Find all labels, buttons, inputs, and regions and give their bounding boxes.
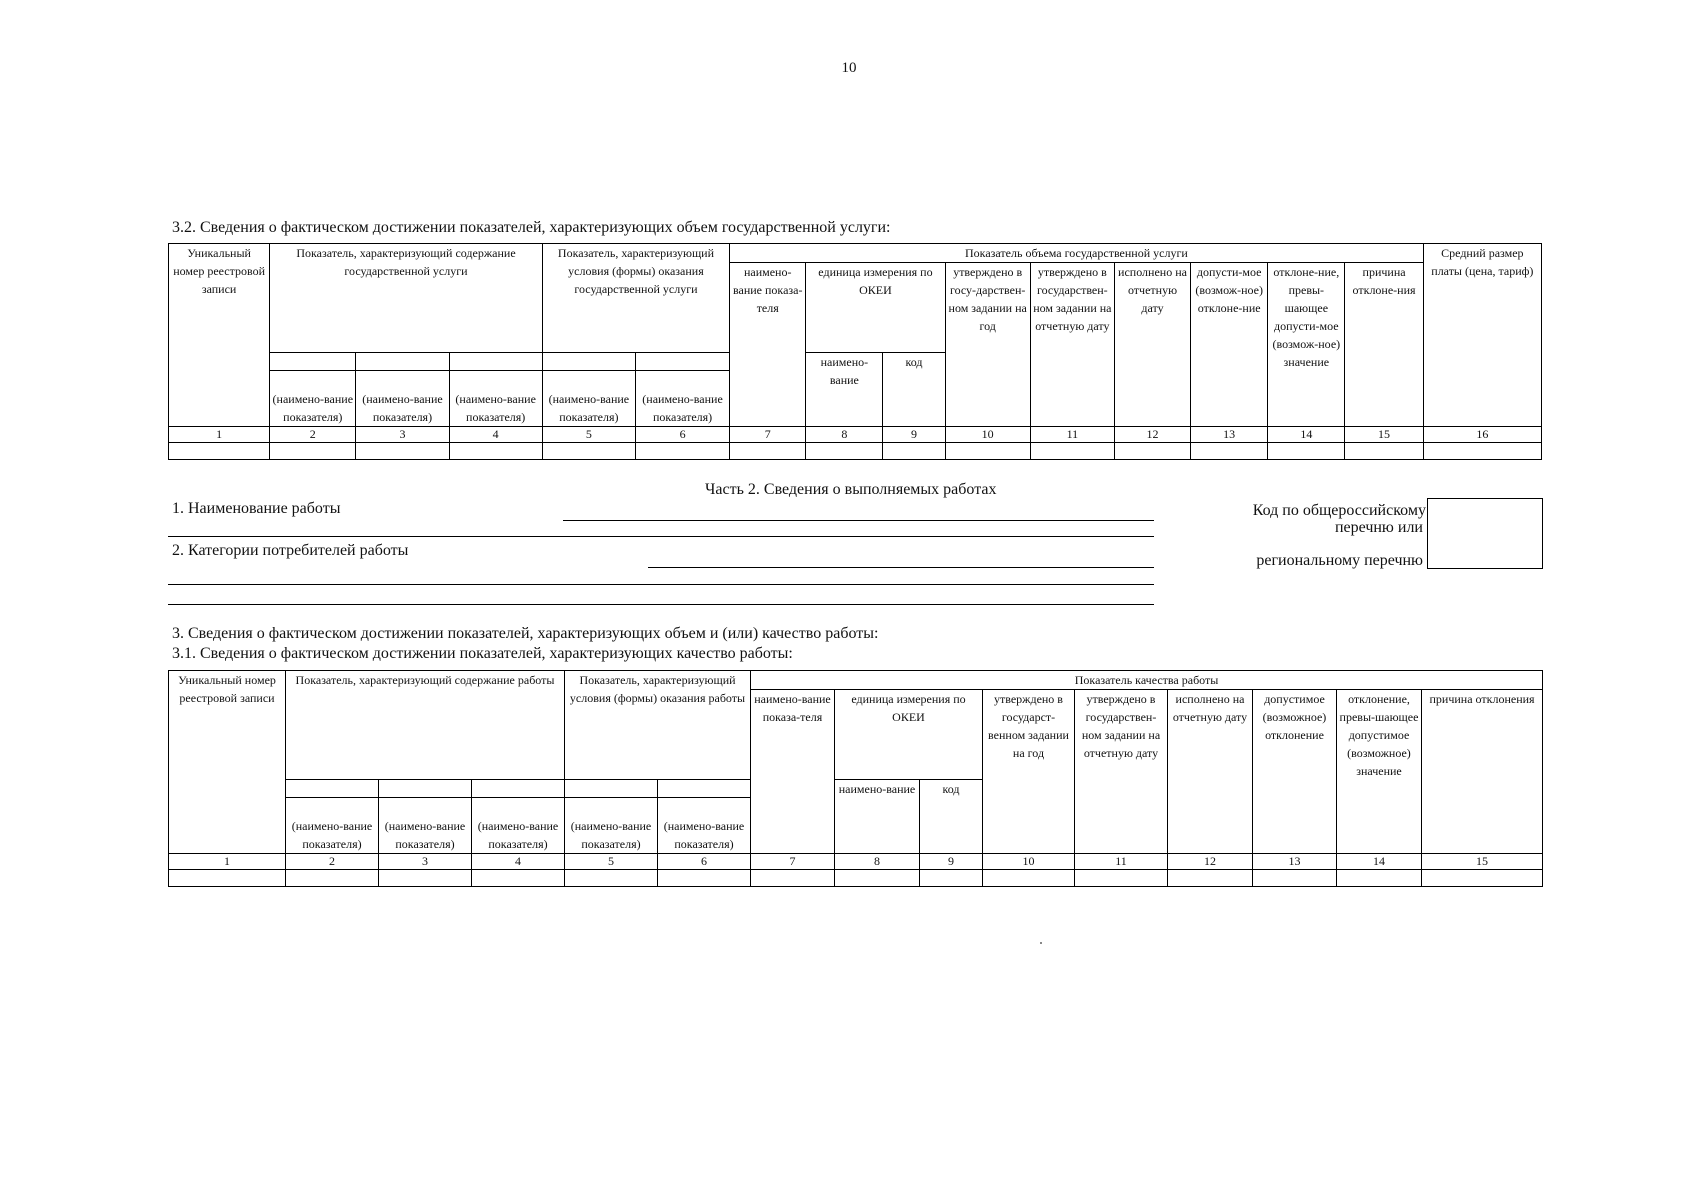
column-number: 7 <box>730 427 806 443</box>
indicator-name-label: (наимено-вание показателя) <box>565 798 658 854</box>
scan-speck <box>1040 942 1042 944</box>
empty-data-cell[interactable] <box>1030 443 1114 460</box>
column-number: 10 <box>945 427 1030 443</box>
empty-data-cell[interactable] <box>1168 870 1253 887</box>
header-deviation-reason: причина отклонения <box>1422 690 1543 854</box>
part2-title: Часть 2. Сведения о выполняемых работах <box>705 481 997 498</box>
empty-data-cell[interactable] <box>356 443 449 460</box>
empty-data-cell[interactable] <box>565 870 658 887</box>
empty-data-cell[interactable] <box>806 443 883 460</box>
header-content-indicator: Показатель, характеризующий содержание государственной услуги <box>270 244 543 353</box>
code-label-line2: перечню или <box>1334 519 1423 536</box>
indicator-name-label: (наимено-вание показателя) <box>286 798 379 854</box>
work-name-label: 1. Наименование работы <box>172 500 341 517</box>
column-number: 4 <box>449 427 542 443</box>
consumers-line[interactable] <box>648 567 1154 568</box>
code-label-line1: Код по общероссийскому <box>1252 502 1426 519</box>
empty-data-cell[interactable] <box>883 443 945 460</box>
header-conditions-indicator: Показатель, характеризующий условия (формы) оказания государственной услуги <box>542 244 729 353</box>
column-number: 1 <box>169 854 286 870</box>
blank-cell <box>472 780 565 798</box>
column-number: 2 <box>270 427 356 443</box>
empty-data-cell[interactable] <box>169 443 270 460</box>
column-number: 11 <box>1030 427 1114 443</box>
header-allowed-deviation: допусти-мое (возмож-ное) отклоне-ние <box>1191 263 1268 427</box>
column-number: 7 <box>751 854 835 870</box>
blank-cell <box>449 353 542 371</box>
column-number: 15 <box>1422 854 1543 870</box>
header-indicator-name: наимено-вание показа-теля <box>730 263 806 427</box>
column-number: 1 <box>169 427 270 443</box>
header-deviation-reason: причина отклоне-ния <box>1345 263 1423 427</box>
empty-data-cell[interactable] <box>658 870 751 887</box>
header-approved-date: утверждено в государствен-ном задании на отчетную дату <box>1075 690 1168 854</box>
header-unit-okei: единица измерения по ОКЕИ <box>835 690 983 780</box>
empty-data-cell[interactable] <box>286 870 379 887</box>
column-number: 12 <box>1114 427 1190 443</box>
column-number: 4 <box>472 854 565 870</box>
blank-cell <box>635 353 729 371</box>
header-content-indicator: Показатель, характеризующий содержание работы <box>286 671 565 780</box>
column-number: 6 <box>635 427 729 443</box>
empty-data-cell[interactable] <box>1345 443 1423 460</box>
column-number: 14 <box>1337 854 1422 870</box>
empty-data-cell[interactable] <box>730 443 806 460</box>
registry-code-box[interactable] <box>1427 498 1543 569</box>
column-number: 3 <box>379 854 472 870</box>
indicator-name-label: (наимено-вание показателя) <box>542 371 635 427</box>
header-exceeding-deviation: отклоне-ние, превы-шающее допусти-мое (возмож-ное) значение <box>1268 263 1345 427</box>
column-number: 6 <box>658 854 751 870</box>
empty-data-cell[interactable] <box>472 870 565 887</box>
header-allowed-deviation: допустимое (возможное) отклонение <box>1253 690 1337 854</box>
section-3-title: 3. Сведения о фактическом достижении показателей, характеризующих объем и (или) качество работы: <box>172 625 879 642</box>
table-row <box>169 870 1543 887</box>
consumers-label: 2. Категории потребителей работы <box>172 542 409 559</box>
header-approved-year: утверждено в государст-венном задании на год <box>983 690 1075 854</box>
blank-cell <box>356 353 449 371</box>
empty-data-cell[interactable] <box>635 443 729 460</box>
empty-data-cell[interactable] <box>449 443 542 460</box>
empty-data-cell[interactable] <box>1191 443 1268 460</box>
indicator-name-label: (наимено-вание показателя) <box>379 798 472 854</box>
empty-data-cell[interactable] <box>1423 443 1541 460</box>
header-unit-okei: единица измерения по ОКЕИ <box>806 263 945 353</box>
column-number: 14 <box>1268 427 1345 443</box>
quality-indicators-table <box>168 670 1543 887</box>
header-unit-code: код <box>920 780 983 854</box>
header-average-fee: Средний размер платы (цена, тариф) <box>1423 244 1541 427</box>
header-unit-code: код <box>883 353 945 427</box>
header-conditions-indicator: Показатель, характеризующий условия (формы) оказания работы <box>565 671 751 780</box>
column-number: 5 <box>565 854 658 870</box>
header-approved-year: утверждено в госу-дарствен-ном задании на год <box>945 263 1030 427</box>
indicator-name-label: (наимено-вание показателя) <box>472 798 565 854</box>
work-name-line[interactable] <box>168 536 1154 537</box>
consumers-line[interactable] <box>168 584 1154 585</box>
column-number: 12 <box>1168 854 1253 870</box>
blank-cell <box>286 780 379 798</box>
empty-data-cell[interactable] <box>542 443 635 460</box>
indicator-name-label: (наимено-вание показателя) <box>635 371 729 427</box>
column-number: 11 <box>1075 854 1168 870</box>
empty-data-cell[interactable] <box>1075 870 1168 887</box>
column-number: 9 <box>920 854 983 870</box>
consumers-line[interactable] <box>168 604 1154 605</box>
column-number: 16 <box>1423 427 1541 443</box>
empty-data-cell[interactable] <box>945 443 1030 460</box>
column-number: 5 <box>542 427 635 443</box>
empty-data-cell[interactable] <box>169 870 286 887</box>
indicator-name-label: (наимено-вание показателя) <box>658 798 751 854</box>
column-number: 9 <box>883 427 945 443</box>
blank-cell <box>270 353 356 371</box>
column-number: 3 <box>356 427 449 443</box>
header-approved-date: утверждено в государствен-ном задании на отчетную дату <box>1030 263 1114 427</box>
header-volume-indicator: Показатель объема государственной услуги <box>730 244 1424 263</box>
empty-data-cell[interactable] <box>1253 870 1337 887</box>
header-indicator-name: наимено-вание показа-теля <box>751 690 835 854</box>
empty-data-cell[interactable] <box>1268 443 1345 460</box>
blank-cell <box>565 780 658 798</box>
empty-data-cell[interactable] <box>983 870 1075 887</box>
empty-data-cell[interactable] <box>835 870 920 887</box>
blank-cell <box>379 780 472 798</box>
column-number: 13 <box>1253 854 1337 870</box>
column-number: 13 <box>1191 427 1268 443</box>
page-number: 10 <box>841 60 857 76</box>
header-quality-indicator: Показатель качества работы <box>751 671 1543 690</box>
blank-cell <box>542 353 635 371</box>
header-unit-name: наимено-вание <box>835 780 920 854</box>
code-label-line3: региональному перечню <box>1256 552 1423 569</box>
empty-data-cell[interactable] <box>751 870 835 887</box>
indicator-name-label: (наимено-вание показателя) <box>449 371 542 427</box>
column-number: 8 <box>835 854 920 870</box>
empty-data-cell[interactable] <box>1337 870 1422 887</box>
header-unit-name: наимено-вание <box>806 353 883 427</box>
section-3-1-title: 3.1. Сведения о фактическом достижении показателей, характеризующих качество работы: <box>172 645 793 662</box>
header-executed: исполнено на отчетную дату <box>1168 690 1253 854</box>
header-executed: исполнено на отчетную дату <box>1114 263 1190 427</box>
column-number: 2 <box>286 854 379 870</box>
header-unique-number: Уникальный номер реестровой записи <box>169 244 270 427</box>
column-number: 8 <box>806 427 883 443</box>
empty-data-cell[interactable] <box>1114 443 1190 460</box>
empty-data-cell[interactable] <box>270 443 356 460</box>
column-number: 10 <box>983 854 1075 870</box>
empty-data-cell[interactable] <box>379 870 472 887</box>
table-row <box>169 443 1542 460</box>
empty-data-cell[interactable] <box>920 870 983 887</box>
column-number: 15 <box>1345 427 1423 443</box>
header-exceeding-deviation: отклонение, превы-шающее допустимое (возможное) значение <box>1337 690 1422 854</box>
work-name-line[interactable] <box>563 520 1154 521</box>
blank-cell <box>658 780 751 798</box>
section-3-2-title: 3.2. Сведения о фактическом достижении показателей, характеризующих объем государственной услуги: <box>172 219 891 236</box>
empty-data-cell[interactable] <box>1422 870 1543 887</box>
indicator-name-label: (наимено-вание показателя) <box>270 371 356 427</box>
volume-indicators-table <box>168 243 1542 460</box>
indicator-name-label: (наимено-вание показателя) <box>356 371 449 427</box>
header-unique-number: Уникальный номер реестровой записи <box>169 671 286 854</box>
